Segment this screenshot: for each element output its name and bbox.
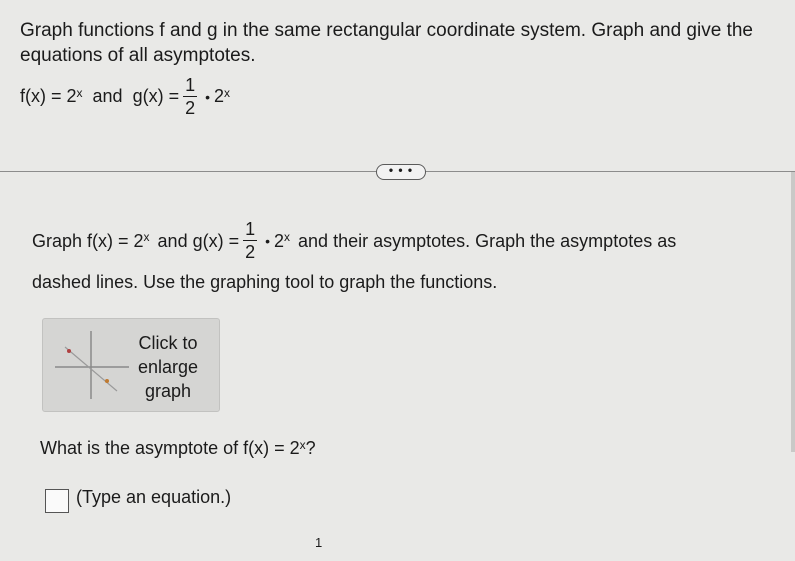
enlarge-line3: graph [144, 381, 192, 401]
instr-g-exponent: x [284, 229, 291, 244]
asymptote-question-text: What is the asymptote of f(x) = 2 [40, 438, 300, 458]
instr-fraction [243, 220, 257, 261]
instr-fraction-numerator: 1 [245, 219, 256, 239]
function-definitions [20, 76, 230, 117]
asymptote-question-exponent: x [299, 437, 306, 452]
question-text: Graph functions f and g in the same rectangular coordinate system. Graph and give the equations of all asymptotes. [20, 20, 753, 66]
instr-g-base: 2 [274, 230, 285, 251]
answer-hint: (Type an equation.) [76, 487, 232, 507]
instructions-line1 [32, 220, 676, 261]
page-number: 1 [315, 535, 323, 550]
instructions [32, 220, 732, 295]
f-label: f(x) = 2 [20, 86, 77, 106]
instr-tail: and their asymptotes. Graph the asymptotes as [298, 230, 677, 251]
asymptote-question [40, 438, 316, 459]
instr-fraction-denominator: 2 [245, 242, 256, 262]
g-fraction-numerator: 1 [185, 75, 196, 95]
g-exponent: x [224, 85, 231, 100]
instr-g-label: and g(x) = [157, 230, 240, 251]
g-base: 2 [214, 86, 225, 106]
scrollbar[interactable] [791, 172, 795, 452]
multiply-dot: • [205, 88, 210, 105]
answer-input[interactable] [45, 489, 69, 513]
g-fraction [183, 76, 197, 117]
enlarge-graph-label [131, 331, 205, 403]
g-fraction-denominator: 2 [185, 98, 196, 118]
and-word: and [92, 86, 123, 106]
instructions-line2: dashed lines. Use the graphing tool to graph the functions. [32, 272, 498, 292]
enlarge-line1: Click to [138, 333, 198, 353]
graph-thumbnail-icon [51, 329, 131, 401]
enlarge-line2: enlarge [137, 357, 199, 377]
f-exponent: x [76, 85, 83, 100]
instr-multiply-dot: • [265, 232, 271, 249]
instr-f-exponent: x [143, 229, 150, 244]
asymptote-question-mark: ? [305, 438, 316, 458]
g-label: g(x) = [132, 86, 180, 106]
show-more-button[interactable]: • • • [376, 164, 426, 180]
enlarge-graph-button[interactable] [42, 318, 220, 412]
instr-f-label: Graph f(x) = 2 [32, 230, 144, 251]
